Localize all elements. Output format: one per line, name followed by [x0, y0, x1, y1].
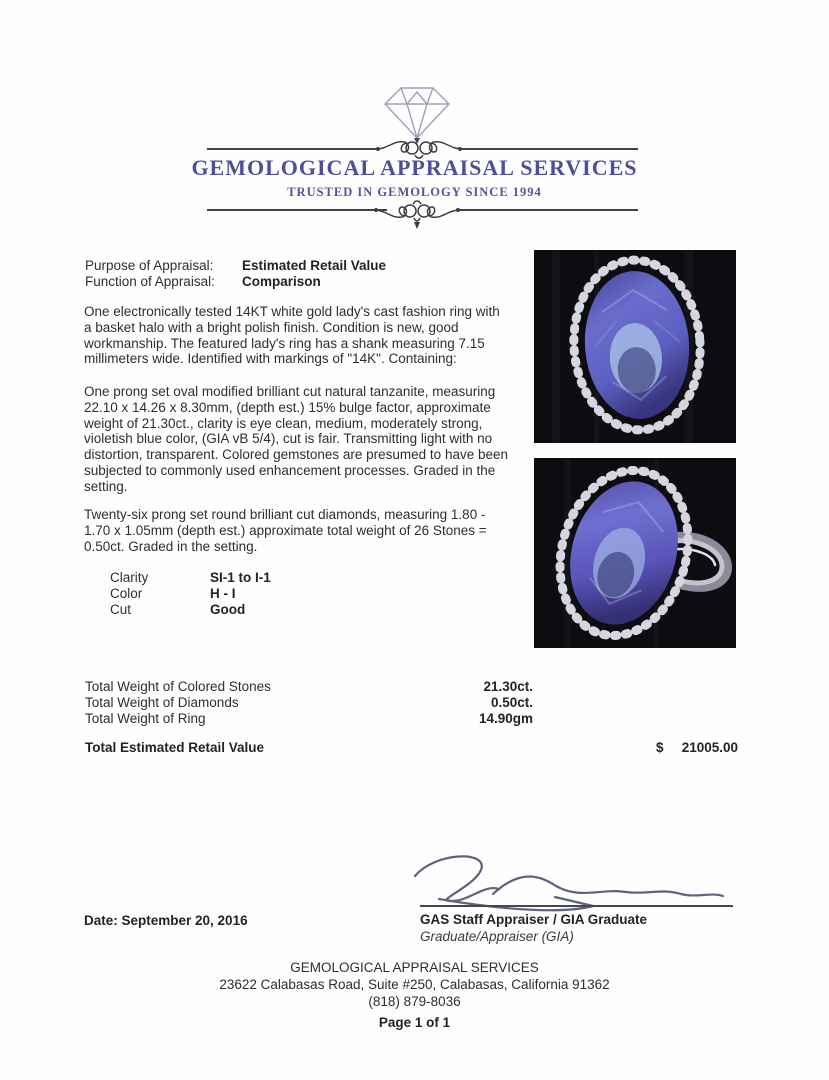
grade-value: H - I [210, 586, 236, 601]
page-number: Page 1 of 1 [378, 1015, 451, 1030]
retail-value-label: Total Estimated Retail Value [85, 740, 265, 755]
total-value: 14.90gm [478, 711, 533, 726]
brand-title: GEMOLOGICAL APPRAISAL SERVICES [191, 155, 638, 180]
tanzanite-description-paragraph: One prong set oval modified brilliant cut natural tanzanite, measuring 22.10 x 14.26 x 8.30mm, (depth est.) 15% bulge factor, approximate weight of 21.30ct., clarity is eye clean, medium, moderately strong, violetish blue color, (GIA vB 5/4), cut is fair. Transmitting light with no distortion, transparent. Colored gemstones are presumed to have been subjected to commonly used enhancement processes. Graded in the setting. [84, 384, 508, 494]
grade-label: Color [110, 586, 143, 601]
retail-amount: 21005.00 [681, 740, 738, 755]
header-rule [462, 148, 638, 150]
function-label: Function of Appraisal: [85, 274, 215, 289]
signature-scribble [393, 850, 745, 912]
grade-value: Good [210, 602, 246, 617]
header-rule [207, 148, 377, 150]
footer-address: 23622 Calabasas Road, Suite #250, Calabasas, California 91362 [219, 977, 610, 992]
grade-row [110, 586, 271, 602]
total-label: Total Weight of Ring [85, 711, 206, 726]
signer-title: GAS Staff Appraiser / GIA Graduate [420, 912, 648, 927]
function-value: Comparison [242, 274, 321, 289]
grade-label: Clarity [110, 570, 149, 585]
header-rule [460, 209, 638, 211]
ring-description-paragraph: One electronically tested 14KT white gold lady's cast fashion ring with a basket halo with a bright polish finish. Condition is new, good workmanship. The featured lady's ring has a shank measuring 7.15 millimeters wide. Identified with markings of "14K". Containing: [84, 304, 500, 367]
diamonds-description-paragraph: Twenty-six prong set round brilliant cut diamonds, measuring 1.80 - 1.70 x 1.05mm (depth est.) approximate total weight of 26 Stones = 0.50ct. Graded in the setting. [84, 507, 487, 554]
signature-line [420, 905, 733, 907]
header-rule [207, 209, 387, 211]
purpose-label: Purpose of Appraisal: [85, 258, 214, 273]
grade-row [110, 570, 271, 586]
flourish-ornament-icon [372, 198, 462, 232]
total-value: 0.50ct. [490, 695, 533, 710]
currency-symbol: $ [656, 740, 664, 755]
ring-photo-side-view [534, 458, 736, 648]
total-label: Total Weight of Colored Stones [85, 679, 271, 694]
grade-label: Cut [110, 602, 132, 617]
total-value: 21.30ct. [483, 679, 533, 694]
brand-tagline: TRUSTED IN GEMOLOGY SINCE 1994 [287, 185, 542, 199]
footer-phone: (818) 879-8036 [368, 994, 461, 1009]
diamond-grades-table [110, 570, 271, 618]
total-label: Total Weight of Diamonds [85, 695, 239, 710]
grade-row [110, 602, 271, 618]
date-text: Date: September 20, 2016 [84, 913, 248, 928]
signer-credential: Graduate/Appraiser (GIA) [420, 929, 574, 944]
retail-value-amount [656, 740, 738, 755]
ring-photo-top-view [534, 250, 736, 443]
footer-company: GEMOLOGICAL APPRAISAL SERVICES [290, 960, 539, 975]
grade-value: SI-1 to I-1 [210, 570, 271, 585]
purpose-value: Estimated Retail Value [242, 258, 387, 273]
